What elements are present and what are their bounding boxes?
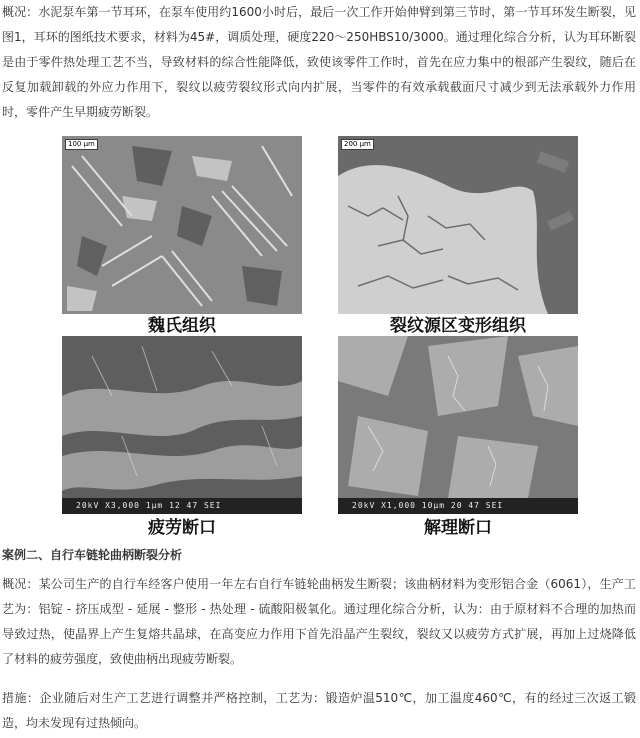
overview-paragraph-1: 概况：水泥泵车第一节耳环，在泵车使用约1600小时后，最后一次工作开始伸臂到第三节时，第一节耳环发生断裂，见图1，耳环的图纸技术要求，材料为45#，调质处理，硬度220～250HBS10/3000。通过理化综合分析，认为耳环断裂是由于零件热处理工艺不当，导致材料的综合性能降低，致使该零件工作时，首先在应力集中的根部产生裂纹，随后在反复加载卸载的外应力作用下，裂纹以疲劳裂纹形式向内扩展，当零件的有效承载截面尺寸减少到无法承载外力作用时，零件产生早期疲劳断裂。 <box>2 5 636 119</box>
fatigue-fracture-sem <box>62 336 302 514</box>
overview-paragraph-2: 概况：某公司生产的自行车经客户使用一年左右自行车链轮曲柄发生断裂；该曲柄材料为变形铝合金（6061），生产工艺为：铝锭 - 挤压成型 - 延展 - 整形 - 热处理 - 硫酸阳极氧化。通过理化综合分析，认为：由于原材料不合理的加热而导致过热，使晶界上产生复熔共晶球，在高变应力作用下首先沿晶产生裂纹，裂纹又以疲劳方式扩展，再加上过烧降低了材料的疲劳强度，致使曲柄出现疲劳断裂。 <box>2 577 636 666</box>
figure-caption: 疲劳断口 <box>148 518 216 538</box>
scale-bar-label: 200 μm <box>341 139 374 150</box>
scale-bar-label: 100 μm <box>65 139 98 150</box>
crack-origin-micrograph <box>338 136 578 314</box>
cleavage-fracture-sem <box>338 336 578 514</box>
sem-info-bar: 20kV X1,000 10μm 20 47 SEI <box>352 501 504 510</box>
figure-caption: 魏氏组织 <box>148 316 216 336</box>
figure-caption: 解理断口 <box>424 518 492 538</box>
widmanstatten-micrograph <box>62 136 302 314</box>
sem-info-bar: 20kV X3,000 1μm 12 47 SEI <box>76 501 222 510</box>
case-2-heading: 案例二、自行车链轮曲柄断裂分析 <box>2 548 183 562</box>
measures-paragraph: 措施：企业随后对生产工艺进行调整并严格控制，工艺为：锻造炉温510℃，加工温度460℃，有的经过三次返工锻造，均未发现有过热倾向。 <box>2 691 636 730</box>
figure-caption: 裂纹源区变形组织 <box>390 316 526 336</box>
